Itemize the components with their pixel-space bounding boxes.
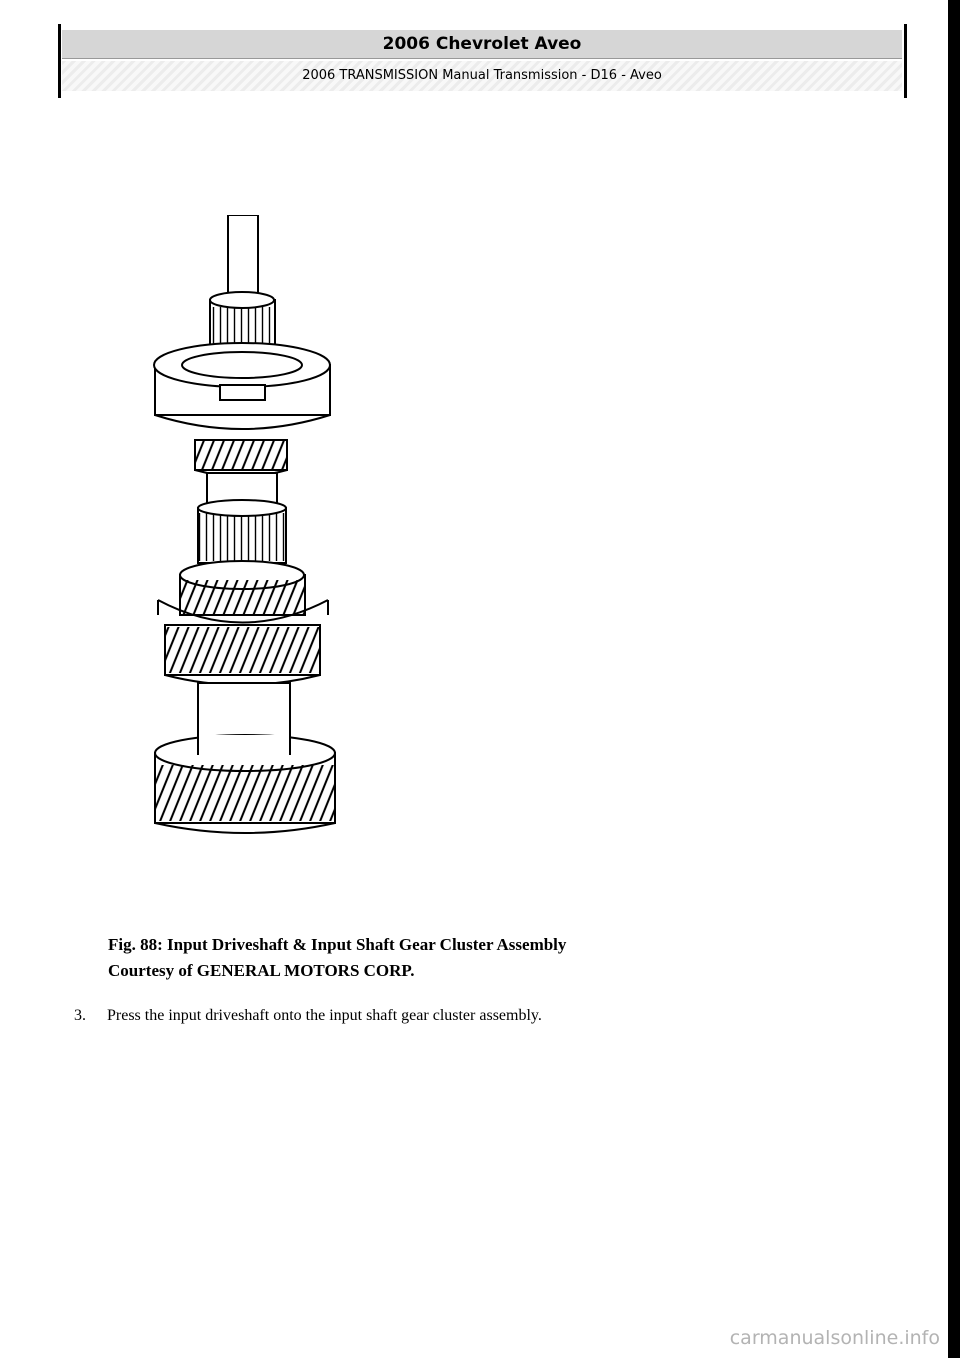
- figure-caption: [108, 932, 808, 984]
- watermark-link[interactable]: carmanualsonline.info: [729, 1327, 940, 1349]
- header-rule-left: [58, 24, 61, 98]
- step-number: 3.: [74, 1007, 86, 1024]
- procedure-step: [74, 1005, 854, 1027]
- input-driveshaft-figure: [140, 215, 350, 845]
- figure-caption-credit: Courtesy of GENERAL MOTORS CORP.: [108, 961, 415, 980]
- document-title: 2006 Chevrolet Aveo: [62, 30, 902, 59]
- step-text: Press the input driveshaft onto the input shaft gear cluster assembly.: [107, 1007, 542, 1024]
- document-subtitle: 2006 TRANSMISSION Manual Transmission - D16 - Aveo: [62, 61, 902, 91]
- figure-caption-title: Fig. 88: Input Driveshaft & Input Shaft Gear Cluster Assembly: [108, 935, 567, 954]
- header-rule-right: [904, 24, 907, 98]
- page-edge-bar: [948, 0, 960, 1358]
